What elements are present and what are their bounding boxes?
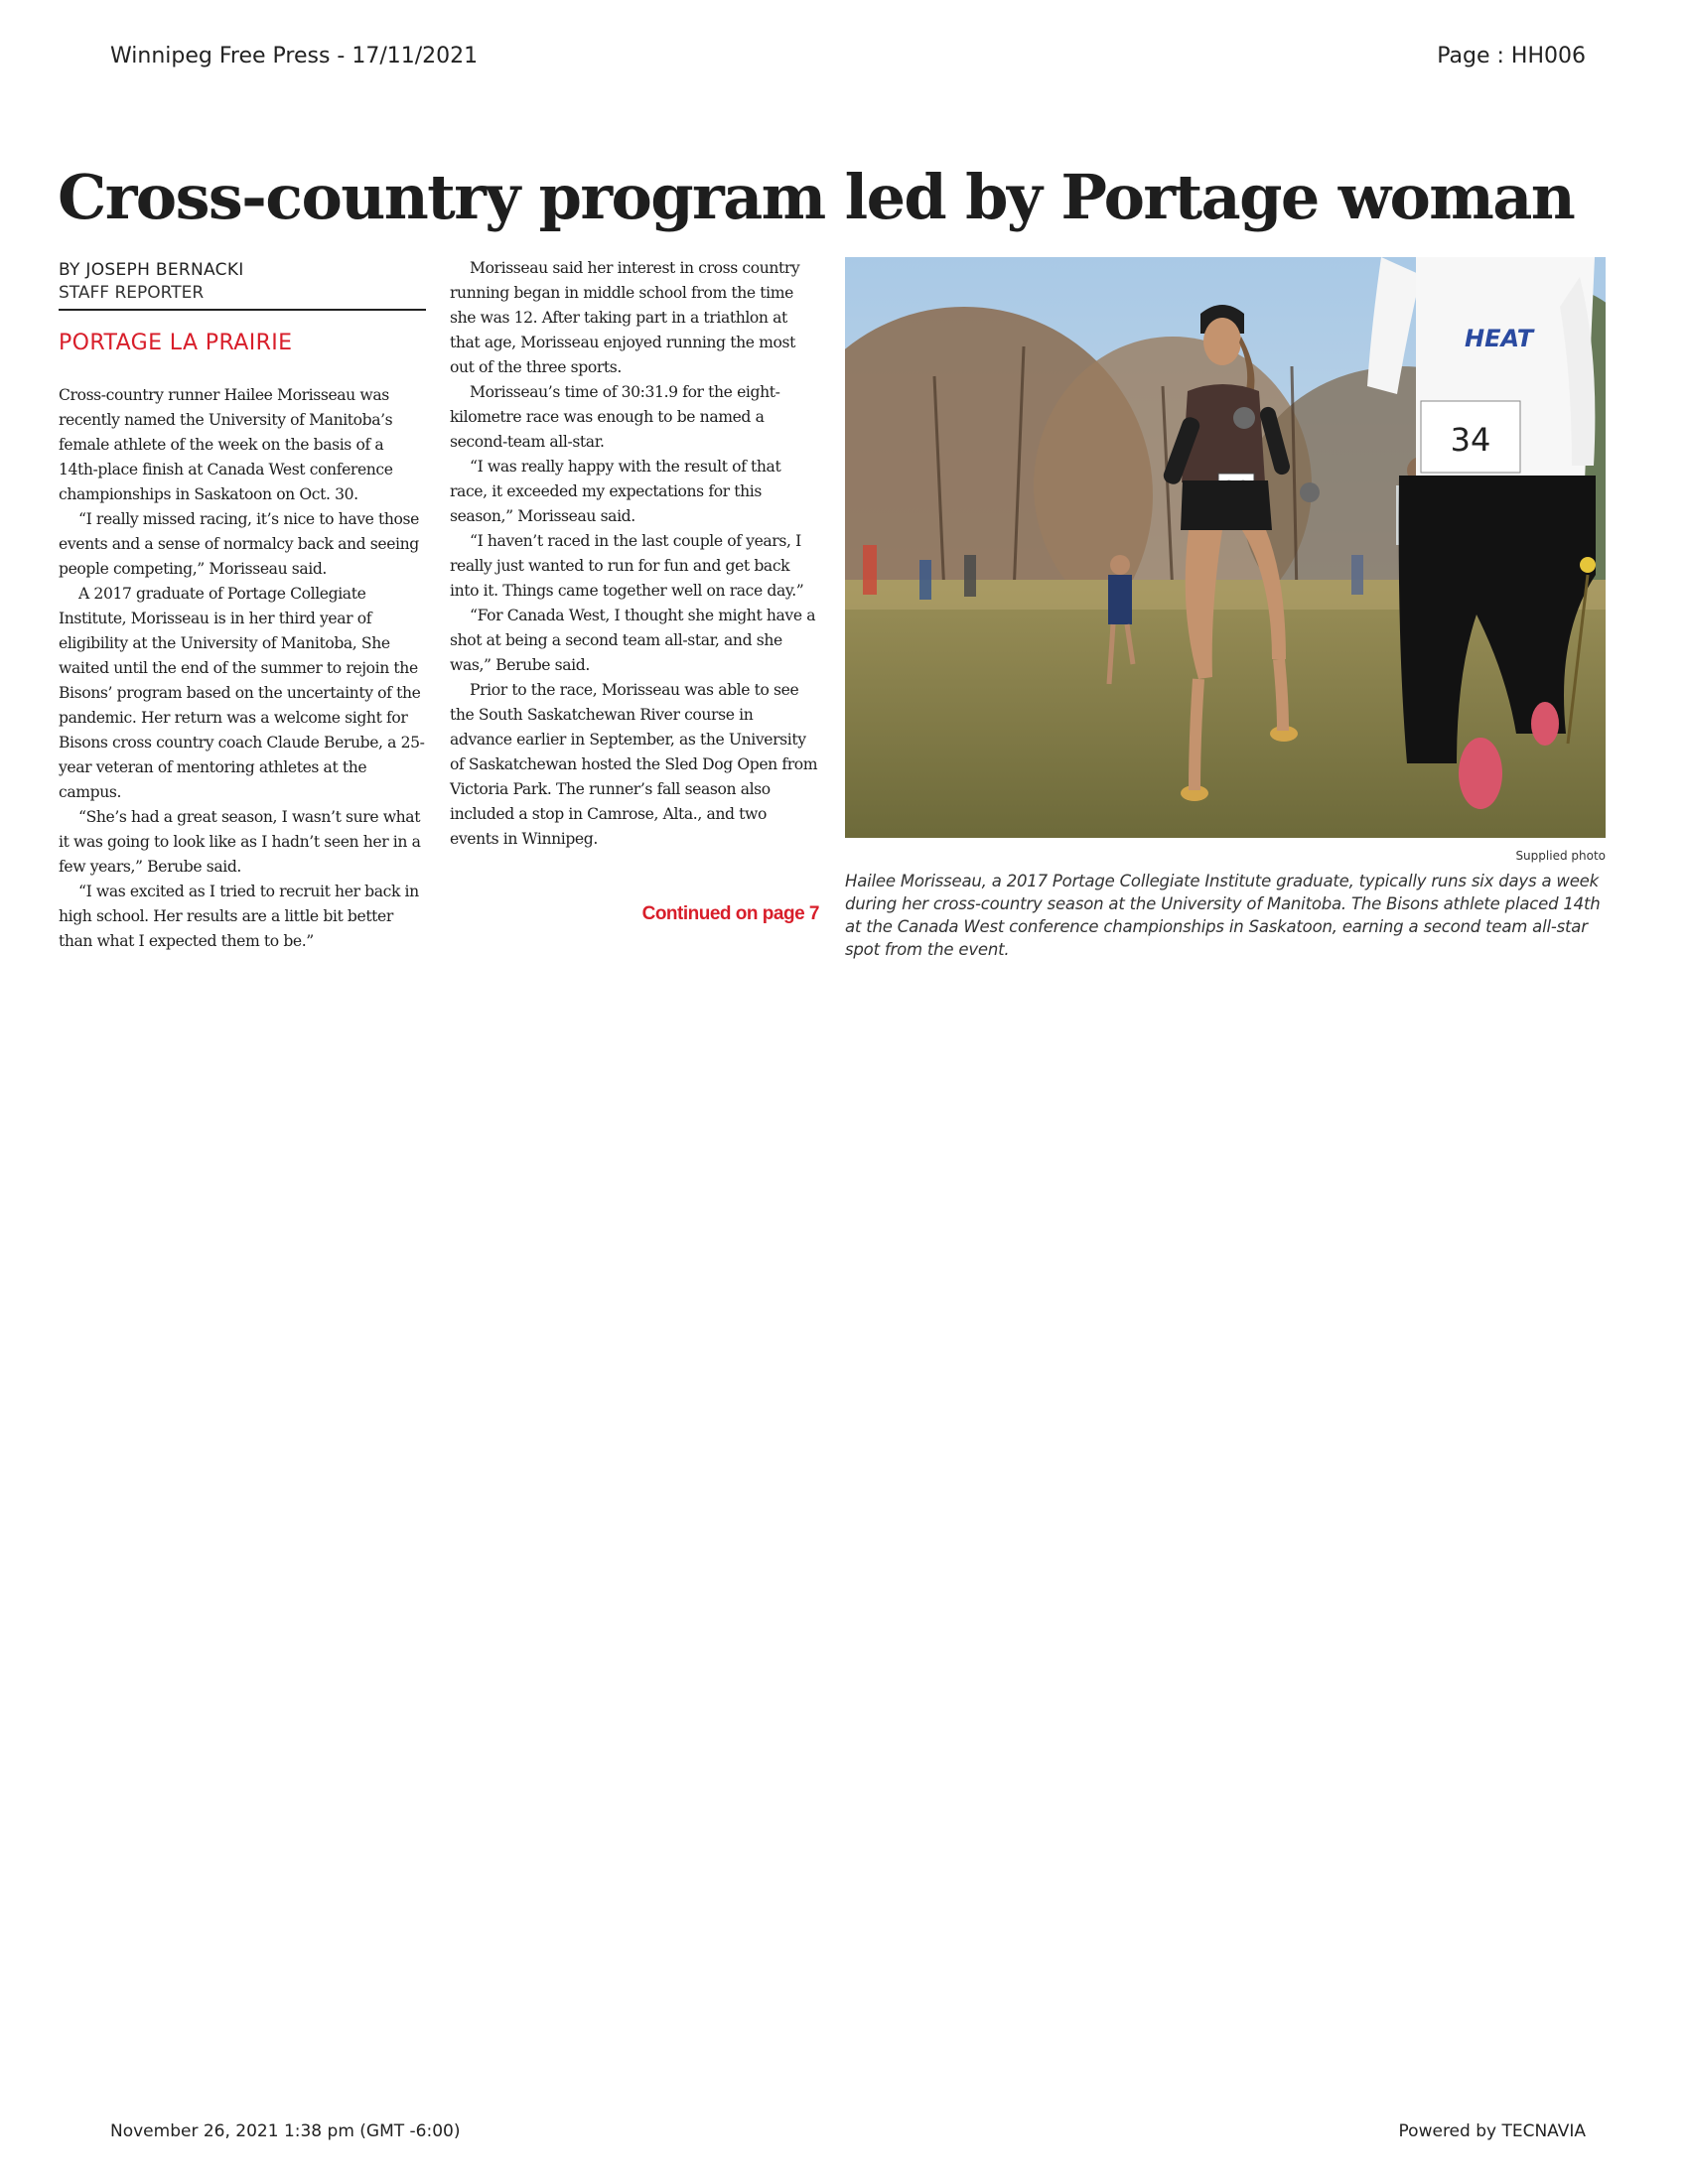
paragraph: A 2017 graduate of Portage Collegiate Institute, Morisseau is in her third year of eligibility at the University of Manitoba, She waited until the end of the summer to rejoin the Bisons’ program based on the uncertainty of the pandemic. Her return was a welcome sight for Bisons cross country coach Claude Berube, a 25-year veteran of mentoring athletes at the campus. bbox=[59, 585, 425, 801]
print-timestamp: November 26, 2021 1:38 pm (GMT -6:00) bbox=[110, 2121, 461, 2141]
article-column-1 bbox=[59, 383, 426, 954]
byline-block bbox=[59, 260, 426, 311]
paragraph: “I was excited as I tried to recruit her back in high school. Her results are a little bit better than what I expected them to be.” bbox=[59, 883, 419, 950]
jersey-logo-text: HEAT bbox=[1465, 325, 1534, 352]
paragraph: Cross-country runner Hailee Morisseau was recently named the University of Manitoba’s female athlete of the week on the basis of a 14th-place finish at Canada West conference championships in Saskatoon on Oct. 30. bbox=[59, 386, 393, 503]
race-photo bbox=[845, 257, 1606, 838]
paragraph: “I was really happy with the result of that race, it exceeded my expectations for this season,” Morisseau said. bbox=[450, 458, 781, 525]
byline-divider bbox=[59, 309, 426, 311]
article-headline: Cross-country program led by Portage woman bbox=[58, 161, 1575, 233]
photo-caption: Hailee Morisseau, a 2017 Portage Collegiate Institute graduate, typically runs six days a week during her cross-country season at the University of Manitoba. The Bisons athlete placed 14th at the Canada West conference championships in Saskatoon, earning a second team all-star spot from the event. bbox=[845, 872, 1601, 959]
paragraph: “For Canada West, I thought she might have a shot at being a second team all-star, and she was,” Berube said. bbox=[450, 607, 816, 674]
author-role: STAFF REPORTER bbox=[59, 283, 205, 303]
paragraph: Morisseau’s time of 30:31.9 for the eight-kilometre race was enough to be named a second-team all-star. bbox=[450, 383, 780, 451]
paragraph: Morisseau said her interest in cross country running began in middle school from the time she was 12. After taking part in a triathlon at that age, Morisseau enjoyed running the most out of the three sports. bbox=[450, 259, 800, 376]
paragraph: “She’s had a great season, I wasn’t sure what it was going to look like as I hadn’t seen her in a few years,” Berube said. bbox=[59, 808, 421, 876]
paragraph: “I haven’t raced in the last couple of years, I really just wanted to run for fun and get back into it. Things came together well on race day.” bbox=[450, 532, 804, 600]
author-name: BY JOSEPH BERNACKI bbox=[59, 260, 244, 280]
runner-bib-number: 34 bbox=[1450, 421, 1491, 459]
photo-credit: Supplied photo bbox=[1515, 849, 1606, 863]
page-number-header: Page : HH006 bbox=[1437, 44, 1586, 68]
powered-by-credit: Powered by TECNAVIA bbox=[1398, 2121, 1586, 2141]
article-column-2 bbox=[450, 256, 819, 852]
paragraph: “I really missed racing, it’s nice to have those events and a sense of normalcy back and seeing people competing,” Morisseau said. bbox=[59, 510, 419, 578]
publication-date-header: Winnipeg Free Press - 17/11/2021 bbox=[110, 44, 479, 68]
paragraph: Prior to the race, Morisseau was able to see the South Saskatchewan River course in advance earlier in September, as the University of Saskatchewan hosted the Sled Dog Open from Victoria Park. The runner’s fall season also included a stop in Camrose, Alta., and two events in Winnipeg. bbox=[450, 681, 818, 848]
dateline: PORTAGE LA PRAIRIE bbox=[59, 331, 293, 355]
continued-link[interactable]: Continued on page 7 bbox=[641, 903, 819, 924]
